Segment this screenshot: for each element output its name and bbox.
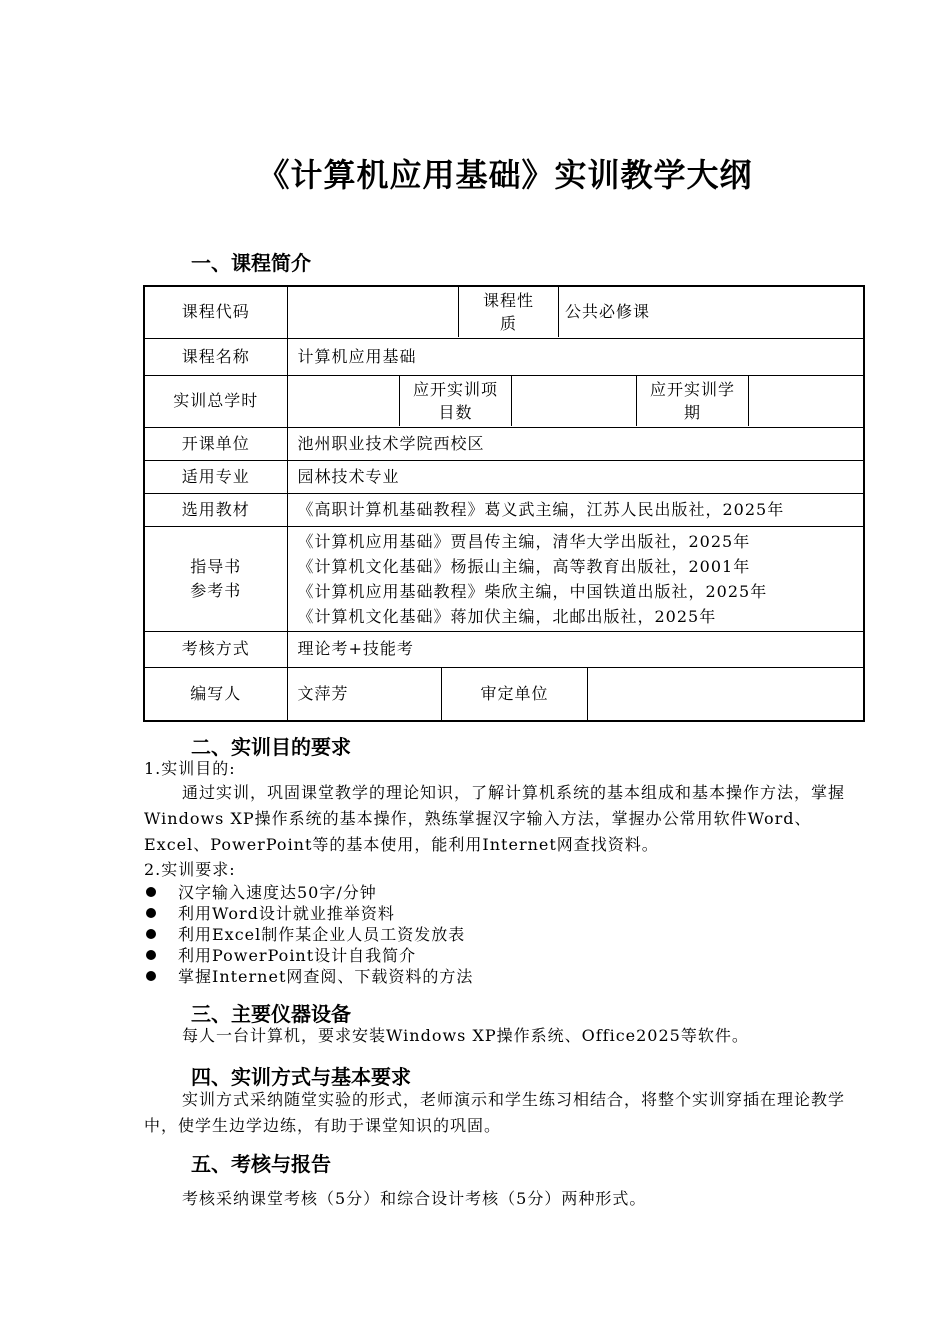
table-row	[144, 631, 864, 667]
dept-value: 池州职业技术学院西校区	[287, 427, 864, 460]
reference-item: 《计算机文化基础》杨振山主编，高等教育出版社，2001年	[297, 556, 751, 576]
document-title: 《计算机应用基础》实训教学大纲	[257, 156, 753, 194]
goal-heading: 1.实训目的:	[144, 759, 236, 778]
total-hours-label: 实训总学时	[144, 375, 287, 427]
reference-list	[287, 526, 864, 631]
table-row	[144, 338, 864, 375]
bullet-icon	[146, 887, 156, 897]
section-heading-equipment: 三、主要仪器设备	[191, 1002, 351, 1026]
section-heading-method: 四、实训方式与基本要求	[191, 1065, 411, 1089]
table-row	[144, 427, 864, 460]
major-label: 适用专业	[144, 460, 287, 493]
goal-paragraph: 通过实训，巩固课堂教学的理论知识，了解计算机系统的基本组成和基本操作方法，掌握Windows XP操作系统的基本操作，熟练掌握汉字输入方法，掌握办公常用软件Word、Excel、PowerPoint等的基本使用，能利用Internet网查找资料。	[144, 783, 846, 854]
course-code-label: 课程代码	[144, 286, 287, 338]
bullet-icon	[146, 950, 156, 960]
requirement-list	[144, 882, 862, 987]
table-row	[144, 286, 864, 338]
requirement-heading: 2.实训要求:	[144, 860, 236, 879]
review-value	[588, 668, 864, 720]
guide-label: 指导书	[190, 556, 242, 576]
list-item: 汉字输入速度达50字/分钟	[144, 882, 862, 903]
course-nature-label: 课程性质	[459, 287, 559, 337]
guide-reference-label	[144, 526, 287, 631]
reference-item: 《计算机文化基础》蒋加伏主编，北邮出版社，2025年	[297, 606, 717, 626]
course-name-value: 计算机应用基础	[287, 338, 864, 375]
dept-label: 开课单位	[144, 427, 287, 460]
reference-item: 《计算机应用基础教程》柴欣主编，中国铁道出版社，2025年	[297, 581, 768, 601]
list-item: 掌握Internet网查阅、下载资料的方法	[144, 966, 862, 987]
items-label: 应开实训项目数	[400, 376, 512, 426]
table-row	[144, 375, 864, 427]
items-value	[512, 376, 637, 426]
textbook-value: 《高职计算机基础教程》葛义武主编，江苏人民出版社，2025年	[287, 493, 864, 526]
major-value: 园林技术专业	[287, 460, 864, 493]
exam-value: 理论考+技能考	[287, 631, 864, 667]
table-row	[144, 667, 864, 721]
list-item: 利用Excel制作某企业人员工资发放表	[144, 924, 862, 945]
method-paragraph: 实训方式采纳随堂实验的形式，老师演示和学生练习相结合，将整个实训穿插在理论教学中，使学生边学边练，有助于课堂知识的巩固。	[144, 1090, 846, 1135]
course-nature-value: 公共必修课	[565, 302, 651, 322]
course-info-table	[143, 285, 865, 722]
table-row	[144, 526, 864, 631]
goals-block	[144, 758, 862, 987]
list-item: 利用Word设计就业推举资料	[144, 903, 862, 924]
assessment-paragraph: 考核采纳课堂考核（5分）和综合设计考核（5分）两种形式。	[182, 1189, 647, 1208]
textbook-label: 选用教材	[144, 493, 287, 526]
term-value	[749, 376, 864, 426]
review-label: 审定单位	[442, 668, 588, 720]
section-heading-intro: 一、课程简介	[191, 251, 311, 275]
bullet-icon	[146, 929, 156, 939]
course-code-value	[288, 287, 459, 337]
section-heading-assessment: 五、考核与报告	[191, 1152, 331, 1176]
equipment-paragraph: 每人一台计算机，要求安装Windows XP操作系统、Office2025等软件。	[182, 1026, 749, 1045]
term-label: 应开实训学期	[637, 376, 749, 426]
course-name-label: 课程名称	[144, 338, 287, 375]
author-label: 编写人	[144, 667, 287, 721]
reference-label: 参考书	[190, 580, 242, 600]
reference-item: 《计算机应用基础》贾昌传主编，清华大学出版社，2025年	[297, 531, 751, 551]
total-hours-value	[288, 376, 400, 426]
table-row	[144, 460, 864, 493]
bullet-icon	[146, 971, 156, 981]
section-heading-goals: 二、实训目的要求	[191, 735, 351, 759]
bullet-icon	[146, 908, 156, 918]
list-item: 利用PowerPoint设计自我简介	[144, 945, 862, 966]
exam-label: 考核方式	[144, 631, 287, 667]
table-row	[144, 493, 864, 526]
author-value: 文萍芳	[288, 668, 442, 720]
